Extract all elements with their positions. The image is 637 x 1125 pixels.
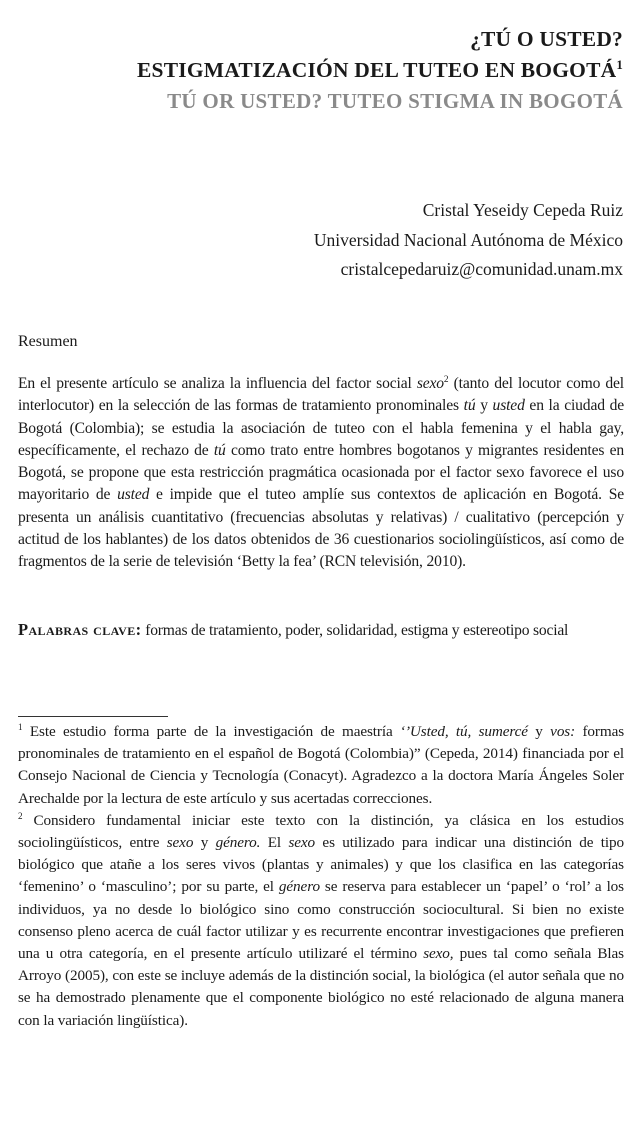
- abstract-heading: Resumen: [18, 333, 78, 350]
- footnote-emphasis: vos:: [550, 723, 576, 740]
- title-spanish-line2-text: ESTIGMATIZACIÓN DEL TUTEO EN BOGOTÁ: [137, 58, 617, 82]
- abstract-text: en la ciudad de Bogotá (Colombia); se estudia la asociación de tuteo con el habla femenina y el habla gay, específicamente, el rechazo de: [18, 397, 624, 459]
- abstract-emphasis: usted: [117, 486, 150, 504]
- footnote-text: El: [260, 834, 289, 852]
- footnote-divider: [18, 716, 168, 717]
- footnote-text: pues tal como señala Blas Arroyo (2005), con este se incluye además de la distinción social, la biológica (el autor señala que no se ha demostrado plenamente que el componente biológico no esté relacionado de alguna manera con la variación lingüística).: [18, 945, 624, 1029]
- footnotes: [18, 721, 624, 1032]
- keywords-label: Palabras clave:: [18, 620, 142, 639]
- keywords-line: [18, 619, 628, 642]
- footnote-emphasis: sexo: [288, 834, 316, 852]
- footnote-emphasis: género: [278, 878, 320, 896]
- keywords-text: formas de tratamiento, poder, solidaridad, estigma y estereotipo social: [141, 622, 569, 639]
- footnote-text: es utilizado para indicar una distinción de tipo biológico que atañe a los seres vivos (plantas y animales) y que los clasifica en las categorías ‘femenino’ o ‘masculino’; por su parte, el: [18, 834, 624, 896]
- abstract-text: y: [475, 397, 493, 415]
- footnote-emphasis: sexo: [166, 834, 194, 852]
- footnote-ref-1[interactable]: 1: [616, 57, 623, 72]
- footnote-1: [18, 721, 624, 810]
- abstract-paragraph: [18, 373, 624, 574]
- footnote-text: Este estudio forma parte de la investigación de maestría: [22, 723, 400, 740]
- abstract-text: e impide que el tuteo amplíe sus contextos de aplicación en Bogotá. Se presenta un análisis cuantitativo (frecuencias absolutas y relativas) / cualitativo (percepción y actitud de los hablantes) de los datos obtenidos de 36 cuestionarios sociolingüísticos, así como de fragmentos de la serie de televisión ‘Betty la fea’ (RCN televisión, 2010).: [18, 486, 625, 571]
- title-block: [137, 24, 623, 116]
- abstract-text: En el presente artículo se analiza la influencia del factor social: [18, 375, 417, 392]
- title-spanish-line1: ¿TÚ O USTED?: [470, 27, 623, 51]
- author-affiliation: Universidad Nacional Autónoma de México: [313, 229, 623, 250]
- abstract-text: como trato entre hombres bogotanos y migrantes residentes en Bogotá, se propone que esta restricción pragmática ocasionada por el factor sexo favorece el uso mayoritario de: [18, 441, 624, 504]
- abstract-emphasis: tú: [213, 441, 226, 459]
- footnote-text: formas pronominales de tratamiento en el español de Bogotá (Colombia)” (Cepeda, 2014) financiada por el Consejo Nacional de Ciencia y Tecnología (Conacyt). Agradezco a la doctora María Ángeles Soler Arechalde por la lectura de este artículo y sus acertadas correcciones.: [18, 723, 625, 807]
- footnote-text: Considero fundamental iniciar este texto con la distinción, ya clásica en los estudios sociolingüísticos, entre: [18, 811, 624, 852]
- footnote-text: y: [527, 723, 551, 740]
- footnote-text: se reserva para establecer un ‘papel’ o ‘rol’ a los individuos, ya no desde lo biológico sino como construcción sociocultural. Si bien no existe consenso pleno acerca de cuál factor utilizar y es recurrente encontrar investigaciones que prefieren una u otra categoría, en el presente artículo utilizaré el término: [18, 878, 624, 963]
- abstract-text: (tanto del locutor como del interlocutor) en la selección de las formas de tratamiento pronominales: [18, 375, 624, 415]
- footnote-emphasis: sexo,: [423, 945, 454, 963]
- title-english: TÚ OR USTED? TUTEO STIGMA IN BOGOTÁ: [167, 89, 623, 113]
- author-block: [314, 196, 623, 285]
- abstract-emphasis: sexo: [416, 375, 444, 392]
- footnote-emphasis: género.: [215, 834, 261, 852]
- footnote-2: [18, 810, 624, 1032]
- abstract-emphasis: usted: [492, 397, 525, 415]
- abstract-emphasis: tú: [463, 397, 476, 415]
- footnote-emphasis: ‘’Usted, tú, sumercé: [400, 723, 528, 740]
- title-spanish-line2: [137, 55, 623, 86]
- footnote-text: y: [193, 834, 216, 852]
- author-name: Cristal Yeseidy Cepeda Ruiz: [422, 200, 623, 220]
- footnote-number: 1: [18, 721, 23, 732]
- footnote-ref-2[interactable]: 2: [443, 374, 449, 385]
- footnote-number: 2: [18, 810, 23, 821]
- author-email[interactable]: cristalcepedaruiz@comunidad.unam.mx: [340, 259, 623, 279]
